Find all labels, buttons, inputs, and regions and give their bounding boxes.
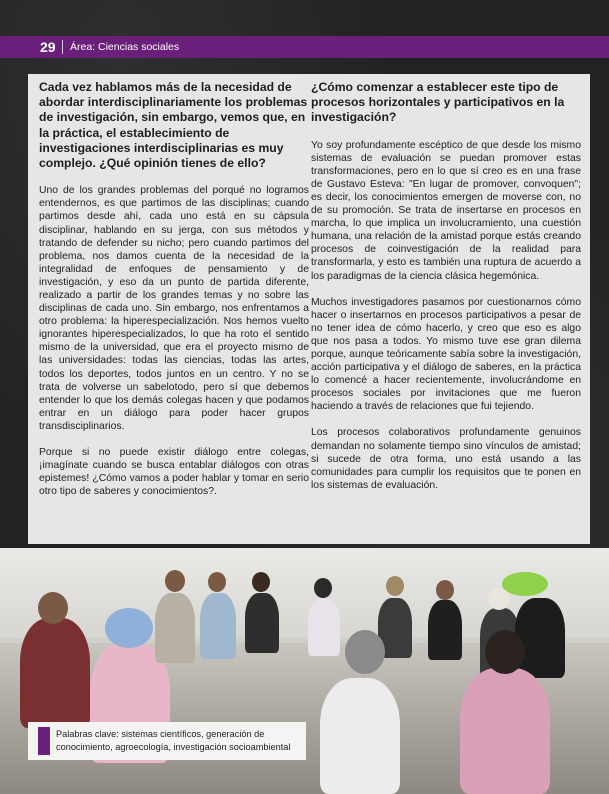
page-number: 29 xyxy=(40,39,56,55)
person-head xyxy=(386,576,404,596)
right-paragraph-3: Los procesos colaborativos profundamente genuinos demandan no solamente tiempo sino vínculos de amistad; si sucede de otra forma, uno está usando a las comunidades para cumplir los requisitos que te ponen en los sistemas de evaluación. xyxy=(311,427,581,491)
person-head xyxy=(105,608,153,648)
person-figure xyxy=(460,668,550,794)
person-head xyxy=(314,578,332,598)
right-paragraph-2: Muchos investigadores pasamos por cuestionarnos cómo hacer o insertarnos en procesos participativos a pesar de no tener idea de cómo hacerlo, y creo que eso es algo que nos pasa a todos. Yo mismo tuve ese gran dilema porque, aunque teóricamente sabía sobre la investigación, acción participativa y el diálogo de saberes, en la práctica lo comencé a hacer recientemente, involucrándome en procesos sociales por invitaciones que me fueron haciendo a través de relaciones que fui tejiendo. xyxy=(311,296,581,413)
left-paragraph-2: Porque si no puede existir diálogo entre colegas, ¡imagínate cuando se busca entablar diálogos con otras epistemes! ¿Cómo vamos a poder hablar y tomar en serio otro tipo de saberes y conocimientos?. xyxy=(39,447,309,498)
person-head xyxy=(165,570,185,592)
person-head xyxy=(345,630,385,674)
person-figure xyxy=(20,618,90,728)
person-head xyxy=(436,580,454,600)
person-figure xyxy=(515,598,565,678)
keywords-text: Palabras clave: sistemas científicos, generación de conocimiento, agroecología, investigación socioambiental xyxy=(56,729,291,752)
person-head xyxy=(208,572,226,592)
keywords-accent-bar xyxy=(38,727,50,755)
right-column xyxy=(311,80,581,505)
area-label: Área: Ciencias sociales xyxy=(70,41,180,53)
person-head xyxy=(252,572,270,592)
person-head xyxy=(38,592,68,624)
header-divider xyxy=(62,40,63,54)
right-paragraph-1: Yo soy profundamente escéptico de que desde los mismo sistemas de evaluación se puedan promover estas transformaciones, pero en lo que sí creo es en una frase de Gustavo Esteva: "En lugar de promover, convoquen"; es decir, los conocimientos emergen de moverse con, no de su promoción. Se trata de insertarse en procesos en marcha, lo que implica un involucramiento, una cuestión humana, una relación de la amistad porque estás creando procesos de coinvestigación de la realidad para transformarla, y esto es también una ruptura de acuerdo a los paradigmas de la ciencia clásica hegemónica. xyxy=(311,139,581,282)
person-figure xyxy=(320,678,400,794)
left-column xyxy=(39,80,309,511)
right-question: ¿Cómo comenzar a establecer este tipo de procesos horizontales y participativos en la investigación? xyxy=(311,80,565,125)
person-figure xyxy=(428,600,462,660)
left-paragraph-1: Uno de los grandes problemas del porqué no logramos entendernos, es que partimos de las disciplinas; cuando partimos desde ahí, cada uno está en su cápsula disciplinar, hablando en su jerga, con sus métodos y tratando de defender su nicho; pero cuando partimos del problema, nos damos cuenta de la necesidad de la integralidad de enfoques de pensamiento y de investigación, y eso da un punto de partida diferente, realizado a partir de los grandes temas y no sobre las disciplinas de cada uno. Sin embargo, nos enfrentamos a otro problema: la hiperespecialización. Nos hemos vuelto ignorantes hiperespecializados, lo que ha roto el sentido mismo de la universidad, que era el proyecto mismo de las universidades: todas las ciencias, todas las artes, todos los deportes, todos juntos en un centro. Y no se trata de volverse un sabelotodo, pero sí que debemos entender lo que los demás colegas hacen y que podamos entrar en un diálogo para poder hacer grupos transdisciplinarios. xyxy=(39,185,309,432)
left-question: Cada vez hablamos más de la necesidad de abordar interdisciplinariamente los problemas de investigación, sin embargo, vemos que, en la práctica, el establecimiento de investigaciones interdisciplinarias es muy complejo. ¿Qué opinión tienes de ello? xyxy=(39,80,308,171)
person-head xyxy=(502,572,548,596)
person-figure xyxy=(200,593,236,659)
person-figure xyxy=(245,593,279,653)
person-figure xyxy=(308,598,340,656)
person-head xyxy=(485,630,525,674)
person-figure xyxy=(155,593,195,663)
